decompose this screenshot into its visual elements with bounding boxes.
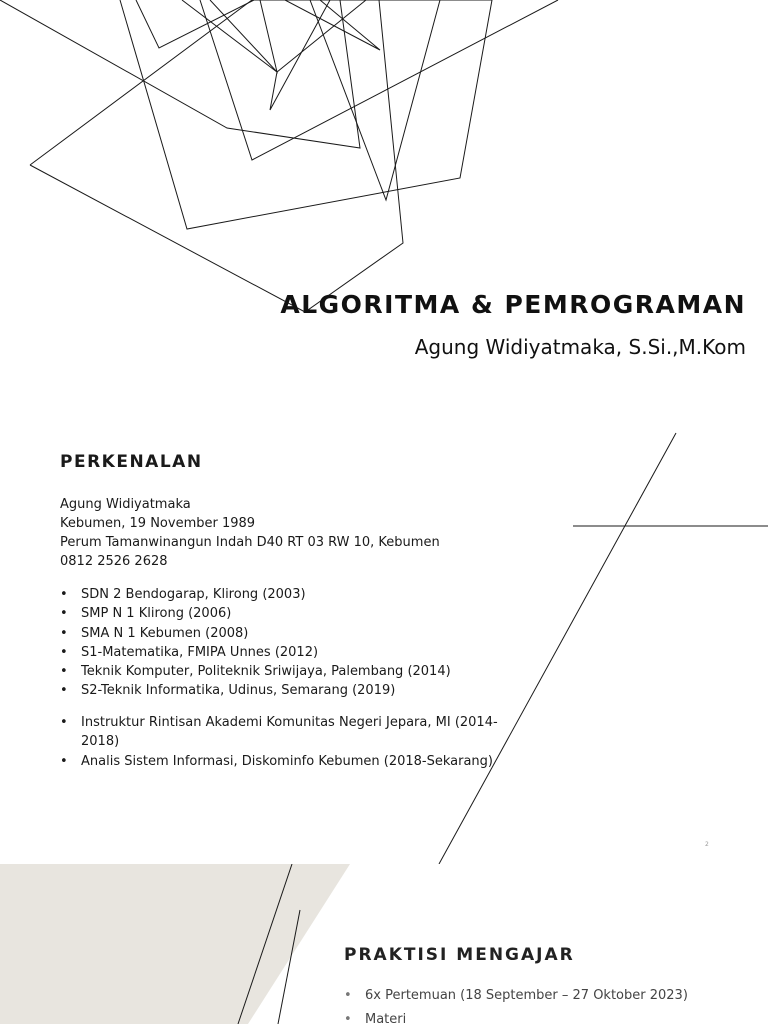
education-list — [60, 585, 510, 701]
deco-line — [270, 0, 330, 110]
list-item: • 6x Pertemuan (18 September – 27 Oktober 2023) — [344, 984, 768, 1008]
list-item: • Analis Sistem Informasi, Diskominfo Kebumen (2018-Sekarang) — [60, 752, 510, 771]
teaching-slide — [0, 864, 768, 1024]
deco-line — [30, 0, 492, 229]
bullet-icon: • — [60, 683, 68, 699]
phone-number: 0812 2526 2628 — [60, 554, 168, 569]
title-slide — [0, 0, 768, 400]
bullet-icon: • — [344, 1012, 352, 1024]
deco-line — [285, 0, 380, 50]
birth-info: Kebumen, 19 November 1989 — [60, 516, 256, 531]
deco-line — [200, 0, 558, 160]
section-heading: PRAKTISI MENGAJAR — [344, 945, 575, 965]
list-item: • Materi — [344, 1008, 768, 1024]
full-name: Agung Widiyatmaka — [60, 497, 191, 512]
deco-line — [0, 0, 360, 148]
section-heading: PERKENALAN — [60, 452, 203, 472]
list-item: • S2-Teknik Informatika, Udinus, Semarang (2019) — [60, 681, 510, 700]
beige-panel — [0, 864, 350, 1024]
bullet-icon: • — [60, 625, 68, 641]
personal-info — [60, 495, 530, 571]
bullet-icon: • — [60, 587, 68, 602]
introduction-slide — [0, 400, 768, 864]
presentation-title: ALGORITMA & PEMROGRAMAN — [280, 290, 746, 319]
page-number: 2 — [705, 841, 709, 848]
list-item: • SMA N 1 Kebumen (2008) — [60, 624, 510, 643]
bullet-icon: • — [60, 753, 68, 769]
bullet-icon: • — [60, 644, 68, 660]
list-item: • SDN 2 Bendogarap, Klirong (2003) — [60, 585, 510, 604]
list-item: • Teknik Komputer, Politeknik Sriwijaya, Palembang (2014) — [60, 662, 510, 681]
list-item: • SMP N 1 Klirong (2006) — [60, 604, 510, 623]
deco-line — [30, 0, 403, 312]
bullet-icon: • — [60, 715, 68, 730]
presenter-name: Agung Widiyatmaka, S.Si.,M.Kom — [414, 335, 746, 359]
bullet-icon: • — [60, 664, 68, 680]
bullet-icon: • — [60, 606, 68, 622]
list-item: • Instruktur Rintisan Akademi Komunitas Negeri Jepara, MI (2014-2018) — [60, 715, 498, 750]
list-item: • S1-Matematika, FMIPA Unnes (2012) — [60, 643, 510, 662]
teaching-list — [344, 984, 768, 1024]
work-experience-list — [60, 713, 510, 771]
bullet-icon: • — [344, 988, 352, 1003]
address: Perum Tamanwinangun Indah D40 RT 03 RW 10, Kebumen — [60, 535, 440, 550]
